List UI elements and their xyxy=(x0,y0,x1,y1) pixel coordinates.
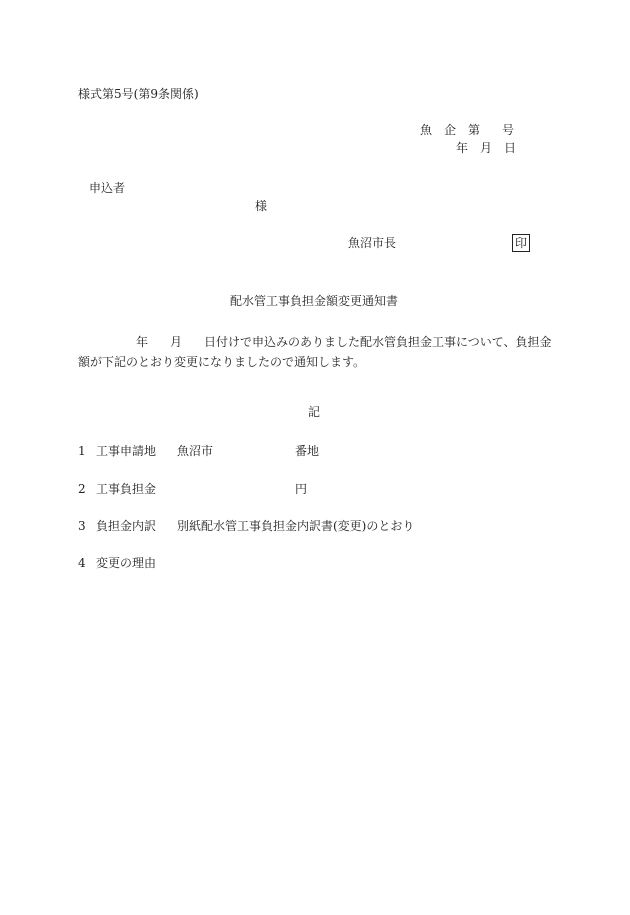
doc-number-prefix-1: 魚 xyxy=(420,123,433,137)
applicant-honorific: 様 xyxy=(255,199,268,213)
ki-heading: 記 xyxy=(308,405,321,419)
body-year: 年 xyxy=(136,335,149,349)
item-value: 魚沼市 xyxy=(177,444,214,458)
item-label: 工事申請地 xyxy=(96,444,157,458)
applicant-label: 申込者 xyxy=(89,181,126,195)
doc-number-prefix-3: 第 xyxy=(468,123,481,137)
list-item xyxy=(78,483,307,495)
document-date xyxy=(456,142,516,154)
doc-number-prefix-2: 企 xyxy=(444,123,457,137)
item-number: 2 xyxy=(78,482,86,496)
list-item xyxy=(78,445,319,457)
item-label: 変更の理由 xyxy=(96,556,157,570)
document-title: 配水管工事負担金額変更通知書 xyxy=(230,294,399,308)
seal-mark: 印 xyxy=(512,234,530,252)
form-number: 様式第5号(第9条関係) xyxy=(78,87,199,101)
item-number: 4 xyxy=(78,556,86,570)
item-number: 3 xyxy=(78,519,86,533)
item-label: 工事負担金 xyxy=(96,482,157,496)
body-text: 日付けで申込みのありました配水管負担金工事について、負担金額が下記のとおり変更になりましたので通知します。 xyxy=(78,335,552,369)
issuer-title: 魚沼市長 xyxy=(348,236,397,250)
date-day: 日 xyxy=(504,141,517,155)
item-value: 別紙配水管工事負担金内訳書(変更)のとおり xyxy=(177,519,415,533)
document-number xyxy=(420,124,514,136)
doc-number-suffix: 号 xyxy=(502,123,515,137)
item-number: 1 xyxy=(78,444,86,458)
body-month: 月 xyxy=(170,335,183,349)
list-item xyxy=(78,557,177,569)
item-value-suffix: 円 xyxy=(295,482,308,496)
date-month: 月 xyxy=(480,141,493,155)
item-value-suffix: 番地 xyxy=(295,444,320,458)
list-item xyxy=(78,520,414,532)
item-label: 負担金内訳 xyxy=(96,519,157,533)
date-year: 年 xyxy=(456,141,469,155)
document-body xyxy=(78,332,553,372)
